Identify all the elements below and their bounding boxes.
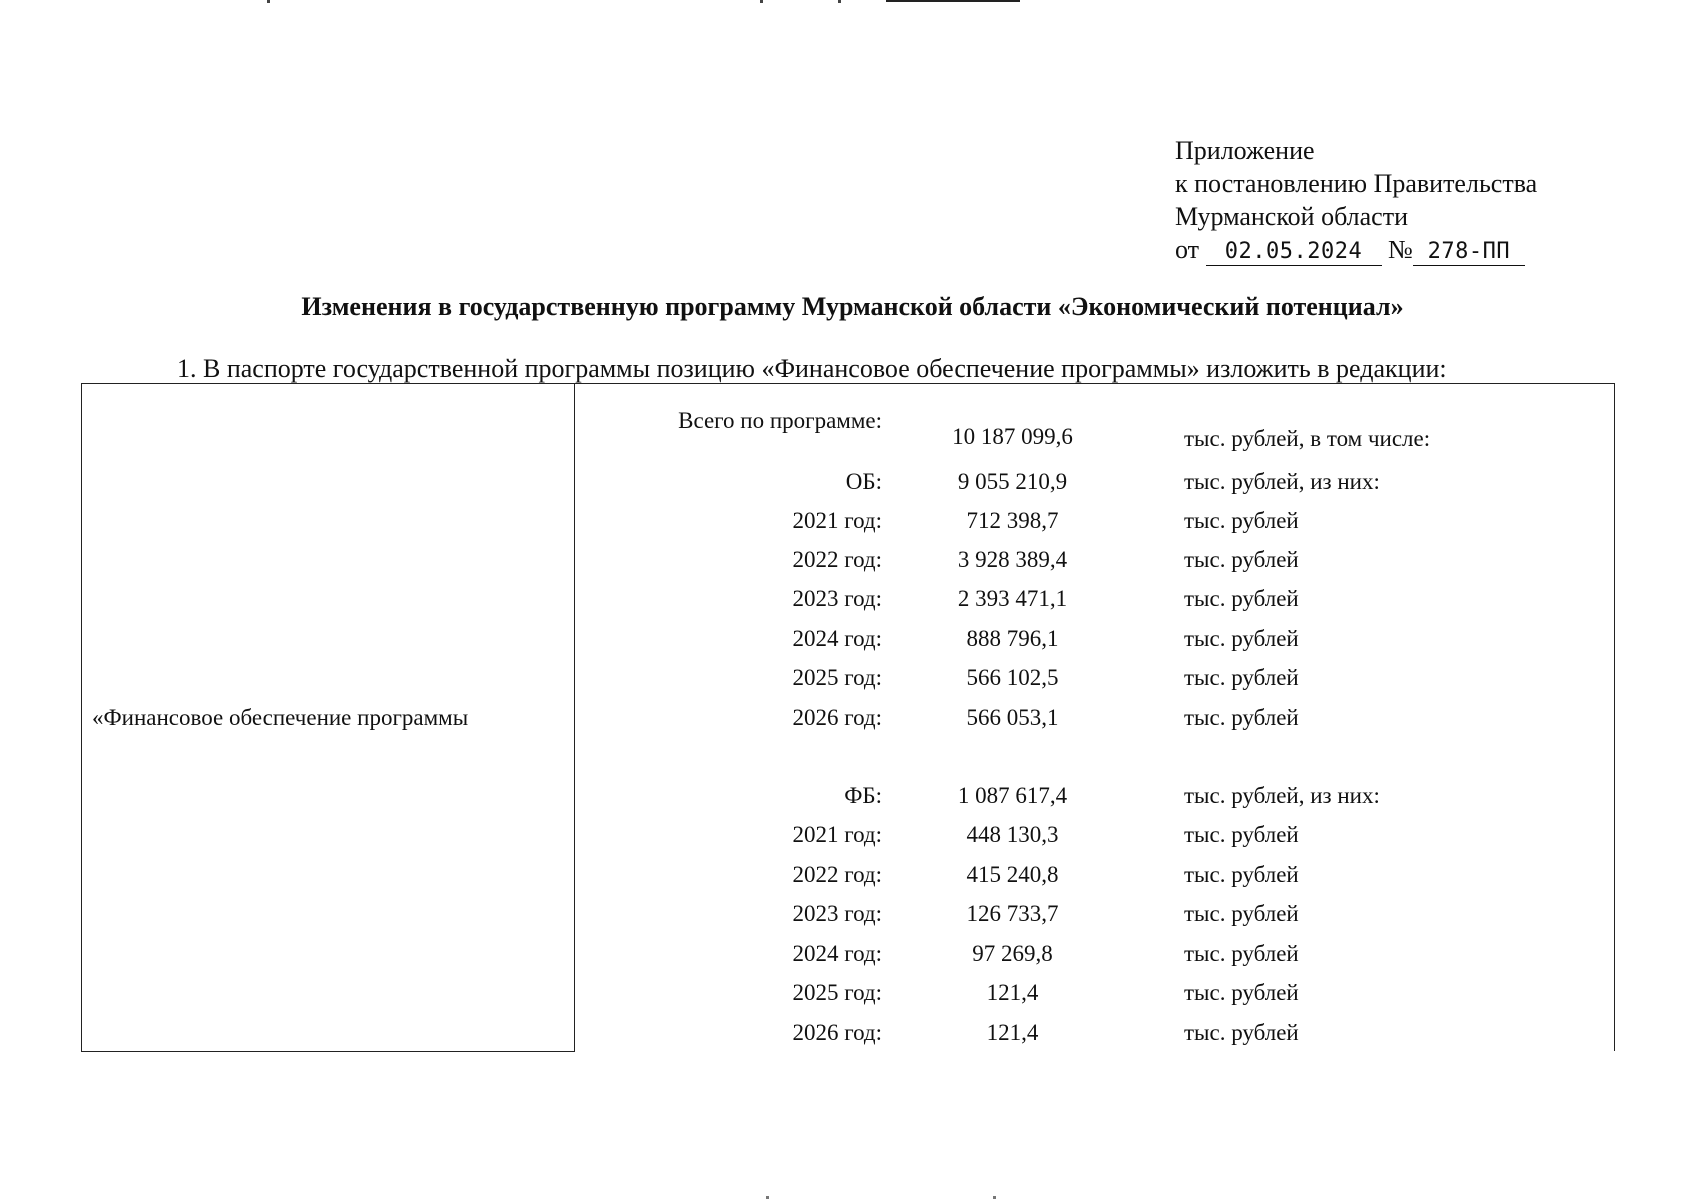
year-value: 415 240,8: [966, 862, 1059, 887]
fb-value: 1 087 617,4: [957, 783, 1068, 808]
total-value: 10 187 099,6: [952, 424, 1073, 449]
fb-year-row: [600, 1018, 1500, 1048]
number-prefix: №: [1388, 235, 1413, 264]
year-label: 2022 год:: [792, 547, 882, 572]
year-label: 2026 год:: [792, 705, 882, 730]
total-unit: тыс. рублей, в том числе:: [1184, 426, 1431, 451]
fb-year-row: [600, 978, 1500, 1008]
year-value: 566 053,1: [966, 705, 1059, 730]
year-unit: тыс. рублей: [1184, 547, 1299, 572]
fb-year-row: [600, 820, 1500, 850]
year-unit: тыс. рублей: [1184, 586, 1299, 611]
appendix-date-number-row: [1175, 233, 1537, 266]
total-row: [600, 408, 1500, 452]
year-unit: тыс. рублей: [1184, 901, 1299, 926]
year-label: 2024 год:: [792, 626, 882, 651]
year-unit: тыс. рублей: [1184, 862, 1299, 887]
year-label: 2026 год:: [792, 1020, 882, 1045]
ob-year-row: [600, 624, 1500, 654]
year-label: 2021 год:: [792, 508, 882, 533]
bottom-edge-tick: [766, 1196, 769, 1199]
year-unit: тыс. рублей: [1184, 626, 1299, 651]
year-value: 448 130,3: [966, 822, 1059, 847]
decree-number: 278-ПП: [1413, 239, 1525, 266]
ob-year-row: [600, 584, 1500, 614]
ob-year-row: [600, 545, 1500, 575]
decree-date: 02.05.2024: [1206, 239, 1382, 266]
year-unit: тыс. рублей: [1184, 665, 1299, 690]
year-label: 2024 год:: [792, 941, 882, 966]
year-unit: тыс. рублей: [1184, 941, 1299, 966]
ob-unit: тыс. рублей, из них:: [1184, 469, 1380, 494]
ob-year-row: [600, 506, 1500, 536]
year-value: 3 928 389,4: [957, 547, 1068, 572]
year-label: 2025 год:: [792, 980, 882, 1005]
year-unit: тыс. рублей: [1184, 508, 1299, 533]
total-label: Всего по программе:: [678, 408, 882, 433]
year-value: 121,4: [986, 980, 1039, 1005]
ob-label: ОБ:: [845, 469, 882, 494]
fb-row: [600, 781, 1500, 811]
date-prefix: от: [1175, 235, 1200, 264]
year-unit: тыс. рублей: [1184, 822, 1299, 847]
year-unit: тыс. рублей: [1184, 980, 1299, 1005]
fb-year-row: [600, 860, 1500, 890]
appendix-region: Мурманской области: [1175, 202, 1408, 231]
year-label: 2023 год:: [792, 901, 882, 926]
year-label: 2025 год:: [792, 665, 882, 690]
year-value: 888 796,1: [966, 626, 1059, 651]
year-value: 121,4: [986, 1020, 1039, 1045]
ob-row: [600, 467, 1500, 497]
year-label: 2022 год:: [792, 862, 882, 887]
year-unit: тыс. рублей: [1184, 705, 1299, 730]
bottom-edge-tick: [993, 1196, 996, 1199]
ob-year-row: [600, 663, 1500, 693]
year-value: 2 393 471,1: [957, 586, 1068, 611]
fb-label: ФБ:: [844, 783, 882, 808]
document-title: Изменения в государственную программу Мурманской области «Экономический потенциал»: [301, 292, 1404, 321]
appendix-header: [1175, 134, 1537, 266]
top-edge-line: [886, 0, 1020, 2]
ob-value: 9 055 210,9: [957, 469, 1068, 494]
top-edge-tick: [267, 0, 270, 3]
fb-unit: тыс. рублей, из них:: [1184, 783, 1380, 808]
appendix-title: Приложение: [1175, 136, 1315, 165]
year-value: 126 733,7: [966, 901, 1059, 926]
position-label: «Финансовое обеспечение программы: [92, 705, 469, 730]
top-edge-tick: [838, 0, 841, 3]
year-unit: тыс. рублей: [1184, 1020, 1299, 1045]
year-value: 97 269,8: [972, 941, 1053, 966]
year-value: 712 398,7: [966, 508, 1059, 533]
year-label: 2023 год:: [792, 586, 882, 611]
intro-paragraph: 1. В паспорте государственной программы позицию «Финансовое обеспечение программы» изложить в редакции:: [177, 354, 1447, 383]
top-edge-tick: [760, 0, 763, 3]
ob-year-row: [600, 703, 1500, 733]
fb-year-row: [600, 939, 1500, 969]
year-label: 2021 год:: [792, 822, 882, 847]
year-value: 566 102,5: [966, 665, 1059, 690]
appendix-reference: к постановлению Правительства: [1175, 169, 1538, 198]
fb-year-row: [600, 899, 1500, 929]
